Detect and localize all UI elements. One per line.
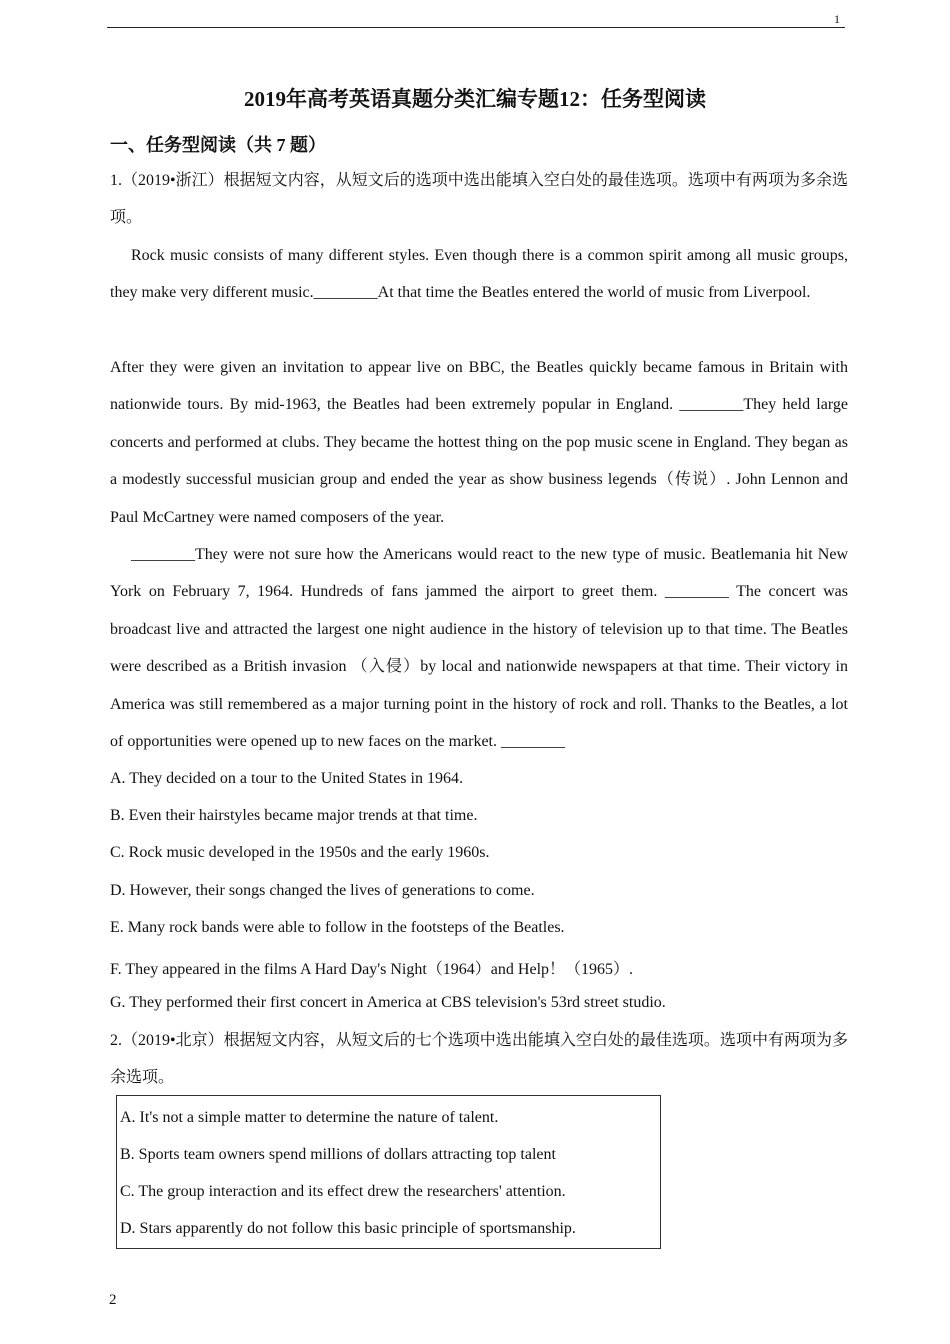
question-1-paragraph-3: ________They were not sure how the Americans would react to the new type of music. Beatlemania hit New York on February 7, 1964. Hundreds of fans jammed the airport to greet them. ________ The concert was broadcast live and attracted the largest one night audience in the history of television up to that time. The Beatles were described as a British invasion （入侵）by local and nationwide newspapers at that time. Their victory in America was still remembered as a major turning point in the history of rock and roll. Thanks to the Beatles, a lot of opportunities were opened up to new faces on the market. ________	[110, 546, 848, 751]
option-f: F. They appeared in the films A Hard Day's Night（1964）and Help！（1965）.	[110, 961, 634, 978]
option-b: B. Even their hairstyles became major trends at that time.	[110, 807, 478, 824]
section-heading: 一、任务型阅读（共 7 题）	[110, 135, 326, 155]
header-page-number: 1	[834, 12, 840, 26]
question-1-paragraph-2: After they were given an invitation to appear live on BBC, the Beatles quickly became famous in Britain with nationwide tours. By mid-1963, the Beatles had been extremely popular in England. ________They held large concerts and performed at clubs. They became the hottest thing on the pop music scene in England. They began as a modestly successful musician group and ended the year as show business legends（传说）. John Lennon and Paul McCartney were named composers of the year.	[110, 359, 848, 526]
document-title: 2019年高考英语真题分类汇编专题12：任务型阅读	[244, 87, 706, 111]
option-e: E. Many rock bands were able to follow in the footsteps of the Beatles.	[110, 919, 565, 936]
option-g: G. They performed their first concert in America at CBS television's 53rd street studio.	[110, 994, 666, 1011]
option-c: C. Rock music developed in the 1950s and the early 1960s.	[110, 844, 490, 861]
footer-page-number: 2	[109, 1292, 117, 1308]
options-box	[116, 1095, 661, 1249]
question-2-intro: 2.（2019•北京）根据短文内容，从短文后的七个选项中选出能填入空白处的最佳选项。选项中有两项为多余选项。	[110, 1032, 848, 1087]
box-option-c: C. The group interaction and its effect drew the researchers' attention.	[120, 1183, 566, 1200]
box-option-d: D. Stars apparently do not follow this basic principle of sportsmanship.	[120, 1220, 576, 1237]
header-rule	[107, 27, 845, 28]
question-1-paragraph-1: Rock music consists of many different styles. Even though there is a common spirit among all music groups, they make very different music.________At that time the Beatles entered the world of music from Liverpool.	[110, 247, 848, 302]
question-1-intro: 1.（2019•浙江）根据短文内容，从短文后的选项中选出能填入空白处的最佳选项。选项中有两项为多余选项。	[110, 172, 848, 227]
box-option-b: B. Sports team owners spend millions of dollars attracting top talent	[120, 1146, 556, 1163]
box-option-a: A. It's not a simple matter to determine the nature of talent.	[120, 1109, 499, 1126]
option-d: D. However, their songs changed the lives of generations to come.	[110, 882, 535, 899]
option-a: A. They decided on a tour to the United States in 1964.	[110, 770, 463, 787]
